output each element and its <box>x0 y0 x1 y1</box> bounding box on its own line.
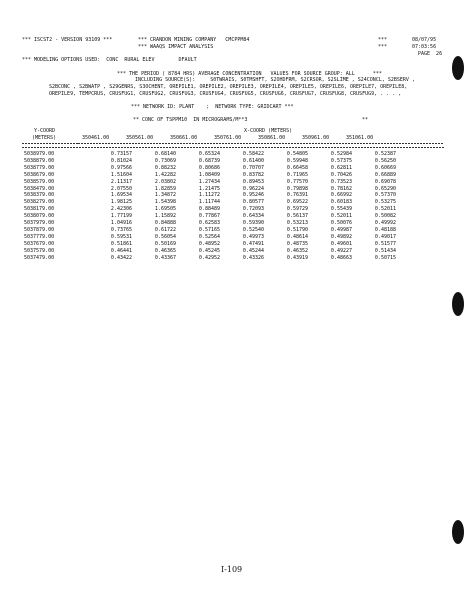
sources-line-1: INCLUDING SOURCE(S): S0TWRAIS, S0TMSHFT, S2OHDFRM, S2CRSOR, S2SLIME , S24CONCL, S2BSERV , <box>135 77 415 83</box>
header-stars-a: *** <box>378 37 388 43</box>
row-value: 0.49973 <box>242 233 264 240</box>
row-ycoord: 5038779.00 <box>24 164 55 171</box>
xcoord-header: X-COORD (METERS) <box>244 128 293 134</box>
row-value: 0.68140 <box>154 151 176 157</box>
binder-hole <box>452 520 464 544</box>
row-value: 0.69522 <box>286 199 308 206</box>
row-value: 1.77199 <box>110 213 132 220</box>
row-value: 0.89453 <box>242 178 264 185</box>
row-value: 0.66458 <box>286 164 308 171</box>
binder-hole <box>452 56 464 80</box>
row-value: 1.15892 <box>154 213 176 220</box>
table-row <box>24 255 444 262</box>
column-header: 350761.00 <box>214 135 242 141</box>
page-footer-label: I-109 <box>221 565 243 574</box>
row-ycoord: 5038879.00 <box>24 157 55 164</box>
row-value: 0.55439 <box>330 206 352 213</box>
row-value: 0.80577 <box>242 199 264 206</box>
row-value: 0.65290 <box>374 185 396 192</box>
row-value: 0.52011 <box>330 213 352 220</box>
row-value: 0.68739 <box>198 157 220 164</box>
row-value: 0.51790 <box>286 226 308 233</box>
row-value: 0.56250 <box>374 157 396 164</box>
row-value: 0.50169 <box>154 240 176 247</box>
row-value: 1.08409 <box>198 171 220 178</box>
row-value: 0.51861 <box>110 240 132 247</box>
row-value: 0.57370 <box>374 192 396 199</box>
row-value: 0.62583 <box>198 220 220 226</box>
row-value: 0.53213 <box>286 220 308 226</box>
row-value: 0.59729 <box>286 206 308 213</box>
row-value: 1.54398 <box>154 199 176 206</box>
row-value: 0.96224 <box>242 185 264 192</box>
row-value: 0.48952 <box>198 240 220 247</box>
row-value: 0.88232 <box>154 164 176 171</box>
analysis-title: *** WAAQS IMPACT ANALYSIS <box>138 44 214 50</box>
row-value: 0.61400 <box>242 157 264 164</box>
conc-stars: ** <box>362 117 369 123</box>
row-value: 0.59390 <box>242 220 264 226</box>
row-value: 0.52011 <box>374 206 396 213</box>
row-value: 0.48614 <box>286 233 308 240</box>
row-ycoord: 5038979.00 <box>24 151 55 157</box>
row-value: 0.57165 <box>198 226 220 233</box>
row-value: 0.65324 <box>198 151 220 157</box>
row-value: 0.60183 <box>330 199 352 206</box>
row-ycoord: 5038079.00 <box>24 213 55 220</box>
row-ycoord: 5038479.00 <box>24 185 55 192</box>
row-value: 0.49892 <box>330 233 352 240</box>
row-value: 0.61722 <box>154 226 176 233</box>
period-line: *** THE PERIOD ( 8784 HRS) AVERAGE CONCENTRATION VALUES FOR SOURCE GROUP: ALL *** <box>117 71 382 77</box>
row-value: 1.21475 <box>198 185 220 192</box>
row-value: 0.50076 <box>330 220 352 226</box>
row-value: 1.51604 <box>110 171 132 178</box>
column-header: 350661.00 <box>170 135 198 141</box>
row-value: 0.48663 <box>330 254 352 261</box>
row-value: 1.98125 <box>110 199 132 206</box>
row-value: 0.52564 <box>198 233 220 240</box>
row-ycoord: 5038179.00 <box>24 206 55 213</box>
row-ycoord: 5038679.00 <box>24 171 55 178</box>
row-value: 0.46441 <box>110 247 132 254</box>
row-value: 0.48188 <box>374 226 396 233</box>
row-value: 0.88489 <box>198 206 220 213</box>
row-value: 0.43422 <box>110 254 132 261</box>
row-value: 0.42952 <box>198 254 220 261</box>
row-value: 0.73157 <box>110 151 132 157</box>
row-value: 0.69078 <box>374 178 396 185</box>
row-value: 0.52984 <box>330 151 352 157</box>
company-line: *** CRANDON MINING COMPANY CMCPPM84 <box>138 37 250 43</box>
column-header: 351061.00 <box>346 135 374 141</box>
row-value: 1.11744 <box>198 199 220 206</box>
header-stars-b: *** <box>378 44 388 50</box>
row-value: 0.81024 <box>110 157 132 164</box>
row-value: 0.70707 <box>242 164 264 171</box>
row-value: 0.49601 <box>330 240 352 247</box>
row-value: 0.73765 <box>110 226 132 233</box>
row-value: 0.73069 <box>154 157 176 164</box>
row-value: 0.51577 <box>374 240 396 247</box>
header-divider <box>78 143 444 144</box>
row-value: 0.50715 <box>374 254 396 261</box>
ycoord-divider <box>22 143 78 144</box>
row-ycoord: 5038279.00 <box>24 199 55 206</box>
row-ycoord: 5037879.00 <box>24 226 55 233</box>
column-header: 350861.00 <box>258 135 286 141</box>
row-value: 0.77867 <box>198 213 220 220</box>
row-value: 0.56137 <box>286 213 308 220</box>
report-time: 07:03:56 <box>412 44 437 50</box>
row-value: 0.70426 <box>330 171 352 178</box>
row-value: 0.47491 <box>242 240 264 247</box>
row-value: 0.66992 <box>330 192 352 199</box>
row-value: 0.80686 <box>198 164 220 171</box>
row-value: 0.57375 <box>330 157 352 164</box>
row-value: 0.71965 <box>286 171 308 178</box>
row-value: 0.73523 <box>330 178 352 185</box>
row-ycoord: 5038379.00 <box>24 192 55 199</box>
row-value: 1.04916 <box>110 220 132 226</box>
row-value: 2.07550 <box>110 185 132 192</box>
row-value: 0.59531 <box>110 233 132 240</box>
row-value: 0.72093 <box>242 206 264 213</box>
sources-line-2: S2BCONC , S2BWATP , S29GENRS, S3OCHENT, OREPILE1, OREPILE2, OREPILE3, OREPILE4, OREPILE5, OREPILE6, OREPILE7, OREPILE8, <box>49 84 408 90</box>
row-value: 0.97566 <box>110 164 132 171</box>
row-ycoord: 5037479.00 <box>24 254 55 261</box>
row-value: 0.76391 <box>286 192 308 199</box>
row-value: 2.11317 <box>110 178 132 185</box>
page-number: PAGE 26 <box>418 51 443 57</box>
row-value: 0.60669 <box>374 164 396 171</box>
meters-header: (METERS) <box>32 135 57 141</box>
row-value: 0.49987 <box>330 226 352 233</box>
row-value: 0.49017 <box>374 233 396 240</box>
row-value: 0.46365 <box>154 247 176 254</box>
row-value: 0.77570 <box>286 178 308 185</box>
column-header: 350561.00 <box>126 135 154 141</box>
row-value: 0.83782 <box>242 171 264 178</box>
row-value: 0.58422 <box>242 151 264 157</box>
row-value: 0.79898 <box>286 185 308 192</box>
row-value: 1.27434 <box>198 178 220 185</box>
network-line: *** NETWORK ID: PLANT ; NETWORK TYPE: GRIDCART *** <box>131 104 294 110</box>
row-ycoord: 5038579.00 <box>24 178 55 185</box>
row-value: 0.49992 <box>374 220 396 226</box>
row-value: 1.34872 <box>154 192 176 199</box>
row-value: 0.52387 <box>374 151 396 157</box>
column-header: 350461.00 <box>82 135 110 141</box>
row-value: 0.66889 <box>374 171 396 178</box>
row-value: 0.62811 <box>330 164 352 171</box>
row-value: 0.48735 <box>286 240 308 247</box>
binder-hole <box>452 292 464 316</box>
row-value: 0.50082 <box>374 213 396 220</box>
row-value: 1.69505 <box>154 206 176 213</box>
row-value: 0.52540 <box>242 226 264 233</box>
program-version: *** ISCST2 - VERSION 93109 *** <box>22 37 113 43</box>
row-value: 0.53275 <box>374 199 396 206</box>
row-value: 0.64334 <box>242 213 264 220</box>
row-value: 0.54805 <box>286 151 308 157</box>
row-value: 0.43326 <box>242 254 264 261</box>
row-value: 0.43367 <box>154 254 176 261</box>
row-value: 0.45245 <box>198 247 220 254</box>
row-value: 1.69534 <box>110 192 132 199</box>
row-value: 2.03802 <box>154 178 176 185</box>
table-divider <box>22 147 444 148</box>
row-value: 0.78162 <box>330 185 352 192</box>
column-header: 350961.00 <box>302 135 330 141</box>
row-ycoord: 5037779.00 <box>24 233 55 240</box>
row-ycoord: 5037979.00 <box>24 220 55 226</box>
row-value: 0.49227 <box>330 247 352 254</box>
row-value: 1.11272 <box>198 192 220 199</box>
row-value: 0.56054 <box>154 233 176 240</box>
row-value: 0.45244 <box>242 247 264 254</box>
row-value: 1.82859 <box>154 185 176 192</box>
modeling-options: *** MODELING OPTIONS USED: CONC RURAL ELEV DFAULT <box>22 57 197 63</box>
row-value: 0.43919 <box>286 254 308 261</box>
conc-units-line: ** CONC OF TSPPM10 IN MICROGRAMS/M**3 <box>133 117 248 123</box>
row-ycoord: 5037679.00 <box>24 240 55 247</box>
ycoord-header: Y-COORD <box>34 128 56 134</box>
report-date: 08/07/95 <box>412 37 437 43</box>
row-value: 0.59948 <box>286 157 308 164</box>
row-value: 0.46352 <box>286 247 308 254</box>
row-value: 0.95246 <box>242 192 264 199</box>
row-value: 0.84888 <box>154 220 176 226</box>
sources-line-3: OREPILE9, TEMPCRUS, CRUSFUG1, CRUSFUG2, CRUSFUG3, CRUSFUG4, CRUSFUG5, CRUSFUG6, CRUSFUG7, CRUSFUG8, CRUSFUG9, . . . , <box>49 91 402 97</box>
row-value: 1.42282 <box>154 171 176 178</box>
row-ycoord: 5037579.00 <box>24 247 55 254</box>
row-value: 2.42306 <box>110 206 132 213</box>
row-value: 0.51434 <box>374 247 396 254</box>
